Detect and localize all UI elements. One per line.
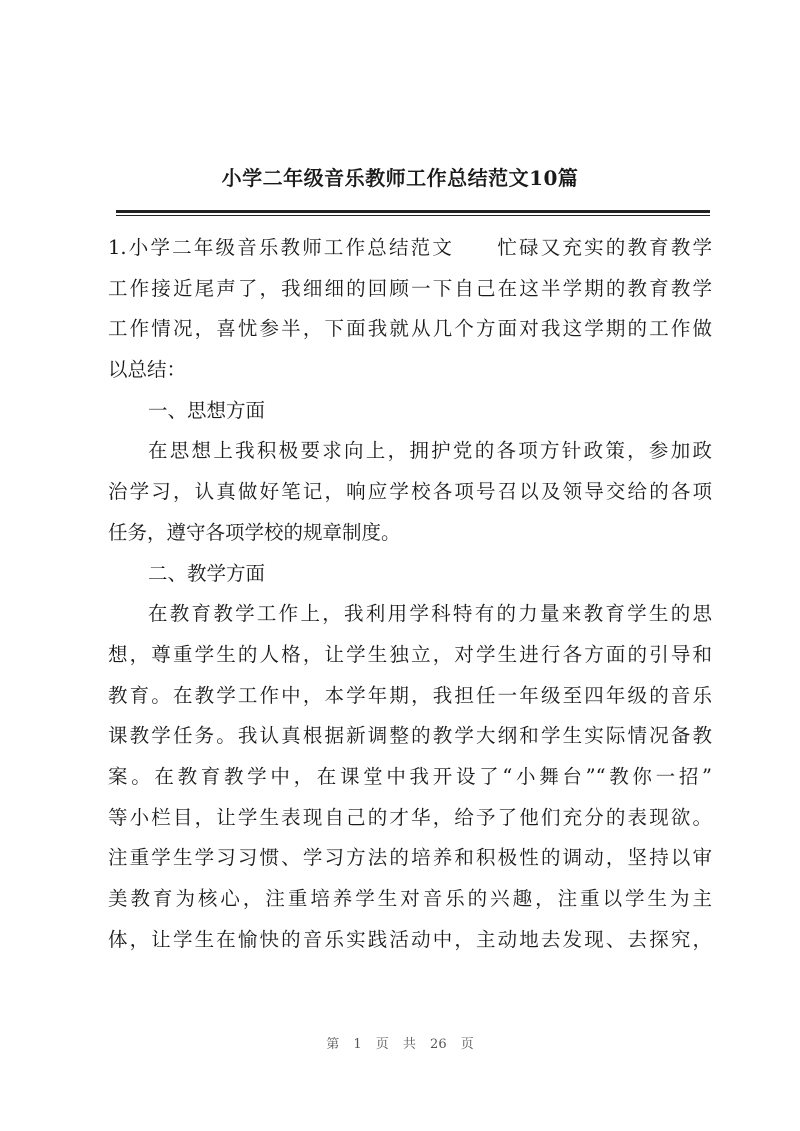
document-title: 小学二年级音乐教师工作总结范文10篇 <box>221 166 579 190</box>
body-line: 课教学任务。我认真根据新调整的教学大纲和学生实际情况备教 <box>108 724 712 748</box>
document-body <box>108 228 712 960</box>
title-rule-thick <box>116 210 710 213</box>
body-line: 教育。在教学工作中，本学年期，我担任一年级至四年级的音乐 <box>108 683 712 707</box>
body-line: 以总结： <box>108 358 187 382</box>
body-line: 工作情况，喜忧参半，下面我就从几个方面对我这学期的工作做 <box>108 317 712 341</box>
body-line: 注重学生学习习惯、学习方法的培养和积极性的调动，坚持以审 <box>108 846 712 870</box>
body-line: 1.小学二年级音乐教师工作总结范文 忙碌又充实的教育教学 <box>108 236 712 259</box>
body-line: 工作接近尾声了，我细细的回顾一下自己在这半学期的教育教学 <box>108 276 712 300</box>
section-heading-teaching: 二、教学方面 <box>148 561 266 585</box>
body-line: 体，让学生在愉快的音乐实践活动中，主动地去发现、去探究， <box>108 927 712 951</box>
body-line: 案。在教育教学中，在课堂中我开设了“小舞台”“教你一招” <box>108 764 712 788</box>
body-line: 等小栏目，让学生表现自己的才华，给予了他们充分的表现欲。 <box>108 805 712 829</box>
body-line: 美教育为核心，注重培养学生对音乐的兴趣，注重以学生为主 <box>108 887 712 910</box>
body-line: 想，尊重学生的人格，让学生独立，对学生进行各方面的引导和 <box>108 642 712 666</box>
body-line: 治学习，认真做好笔记，响应学校各项号召以及领导交给的各项 <box>108 480 712 504</box>
body-line: 在思想上我积极要求向上，拥护党的各项方针政策，参加政 <box>148 439 712 463</box>
page-footer: 第 1 页 共 26 页 <box>326 1037 474 1052</box>
body-line: 在教育教学工作上，我利用学科特有的力量来教育学生的思 <box>148 602 712 626</box>
title-rule-thin <box>116 215 710 216</box>
section-heading-thought: 一、思想方面 <box>148 398 266 422</box>
body-line: 任务，遵守各项学校的规章制度。 <box>108 520 401 544</box>
